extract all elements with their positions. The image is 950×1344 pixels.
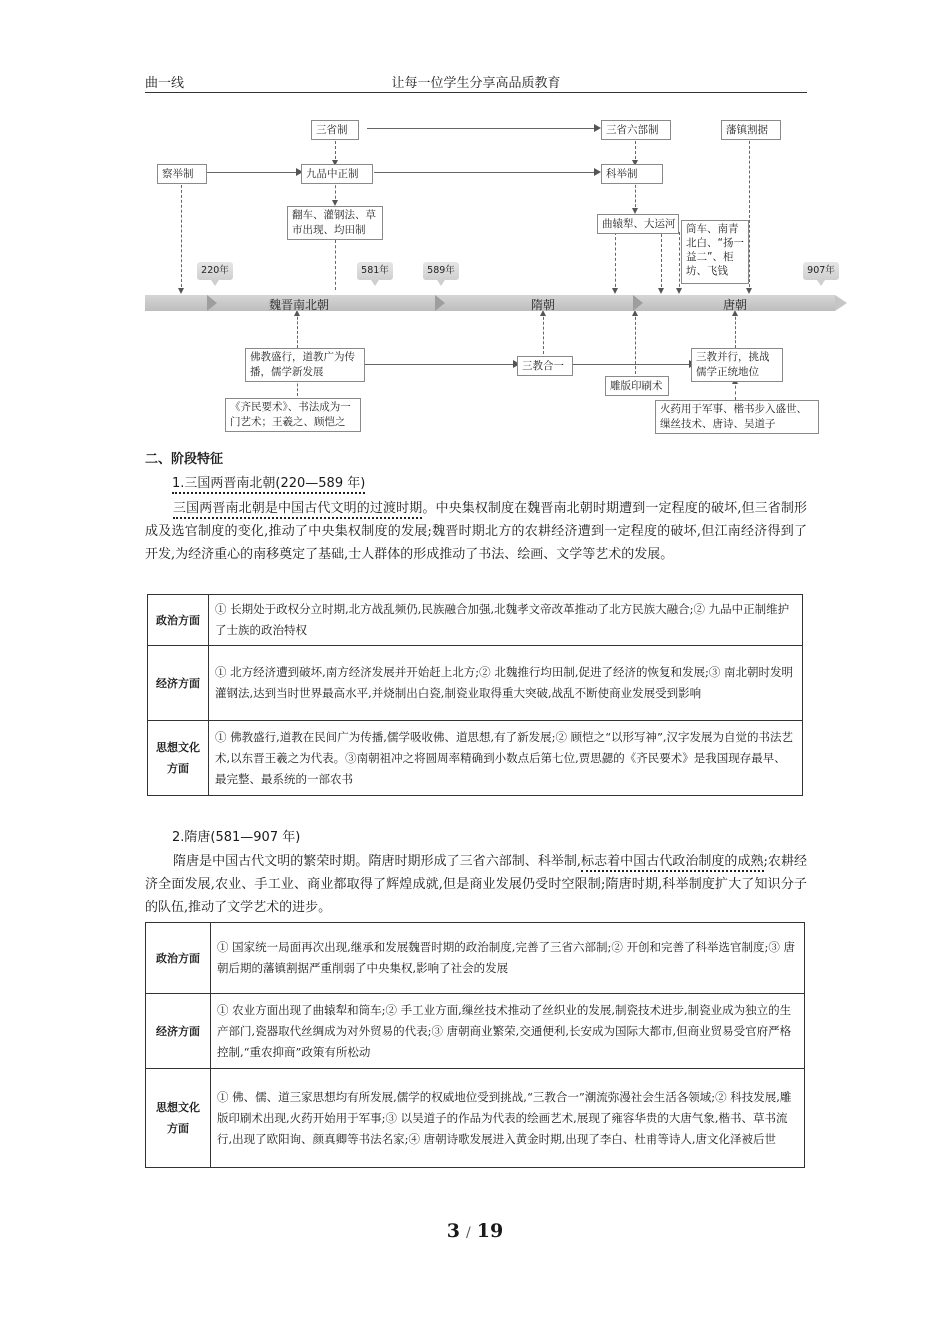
era-divider-2 <box>435 295 445 311</box>
row-value: ① 国家统一局面再次出现,继承和发展魏晋时期的政治制度,完善了三省六部制;② 开创和完善了科举选官制度;③ 唐朝后期的藩镇割据严重削弱了中央集权,影响了社会的发展 <box>211 923 805 994</box>
table-row <box>148 595 803 646</box>
year-581: 581年 <box>357 262 393 280</box>
timeline-diagram <box>145 112 845 438</box>
part1-table <box>147 594 803 796</box>
row-key: 思想文化方面 <box>146 1069 211 1168</box>
header-center: 让每一位学生分享高品质教育 <box>391 76 561 91</box>
table-row <box>146 923 805 994</box>
row-key: 政治方面 <box>148 595 209 646</box>
header-left: 曲一线 <box>145 76 185 91</box>
box-qimin: 《齐民要术》、书法成为一门艺术；王羲之、顾恺之 <box>225 398 361 432</box>
box-fojiao: 佛教盛行，道教广为传播，儒学新发展 <box>245 348 365 382</box>
row-value: ① 长期处于政权分立时期,北方战乱频仍,民族融合加强,北魏孝文帝改革推动了北方民族大融合;② 九品中正制维护了士族的政治特权 <box>209 595 803 646</box>
box-tongche: 筒车、南青北白、“扬一益二”、柜坊、飞钱 <box>681 220 749 284</box>
era-divider-3 <box>633 295 643 311</box>
part2-title: 2.隋唐(581—907 年) <box>172 830 301 845</box>
era-weijin: 魏晋南北朝 <box>269 298 330 312</box>
table-row <box>148 646 803 721</box>
row-key: 经济方面 <box>146 994 211 1069</box>
box-chajuzhi: 察举制 <box>157 164 207 184</box>
row-value: ① 北方经济遭到破坏,南方经济发展并开始赶上北方;② 北魏推行均田制,促进了经济的恢复和发展;③ 南北朝时发明灌钢法,达到当时世界最高水平,并烧制出白瓷,制瓷业取得重大突破,战乱不断使商业发展受到影响 <box>209 646 803 721</box>
row-value: ① 佛教盛行,道教在民间广为传播,儒学吸收佛、道思想,有了新发展;② 顾恺之“以形写神”,汉字发展为自觉的书法艺术,以东晋王羲之为代表。③南朝祖冲之将圆周率精确到小数点后第七位,贾思勰的《齐民要术》是我国现存最早、最完整、最系统的一部农书 <box>209 721 803 796</box>
box-sansheng: 三省制 <box>311 120 359 140</box>
page-number: 3 / 19 <box>446 1220 504 1242</box>
era-tang: 唐朝 <box>723 298 748 312</box>
era-sui: 隋朝 <box>531 298 556 312</box>
table-row <box>148 721 803 796</box>
box-fanche: 翻车、灌钢法、草市出现、均田制 <box>287 206 383 240</box>
row-key: 思想文化方面 <box>148 721 209 796</box>
part2-para-a: 隋唐是中国古代文明的繁荣时期。隋唐时期形成了三省六部制、科举制, <box>173 854 582 869</box>
box-diaoban: 雕版印刷术 <box>605 376 669 396</box>
section-title: 二、阶段特征 <box>145 452 224 467</box>
box-sanjiaobingxing: 三教并行，挑战儒学正统地位 <box>691 348 783 382</box>
part2-paragraph <box>145 850 807 919</box>
row-value: ① 农业方面出现了曲辕犁和筒车;② 手工业方面,缫丝技术推动了丝织业的发展,制瓷技术进步,制瓷业成为独立的生产部门,瓷器取代丝绸成为对外贸易的代表;③ 唐朝商业繁荣,交通便利,长安成为国际大都市,但商业贸易受官府严格控制,“重农抑商”政策有所松动 <box>211 994 805 1069</box>
table-row <box>146 994 805 1069</box>
part1-paragraph <box>145 497 807 566</box>
box-quyuan: 曲辕犁、大运河 <box>597 214 679 234</box>
row-value: ① 佛、儒、道三家思想均有所发展,儒学的权威地位受到挑战,“三教合一”潮流弥漫社会生活各领域;② 科技发展,雕版印刷术出现,火药开始用于军事;③ 以吴道子的作品为代表的绘画艺术,展现了雍容华贵的大唐气象,楷书、草书流行,出现了欧阳询、颜真卿等书法名家;④ 唐朝诗歌发展进入黄金时期,出现了李白、杜甫等诗人,唐文化泽被后世 <box>211 1069 805 1168</box>
part2-table <box>145 922 805 1168</box>
timeline-bar-tip <box>835 295 847 311</box>
era-divider-1 <box>207 295 217 311</box>
year-907: 907年 <box>803 262 839 280</box>
part1-para-key: 三国两晋南北朝是中国古代文明的过渡时期 <box>173 501 422 519</box>
part1-para-rest: 。中央集权制度在魏晋南北朝时期遭到一定程度的破坏,但三省制形成及选官制度的变化,推动了中央集权制度的发展;魏晋时期北方的农耕经济遭到一定程度的破坏,但江南经济得到了开发,为经济重心的南移奠定了基础,士人群体的形成推动了书法、绘画、文学等艺术的发展。 <box>145 501 807 562</box>
box-keju: 科举制 <box>601 164 663 184</box>
page-header <box>145 70 807 93</box>
table-row <box>146 1069 805 1168</box>
box-fanzhen: 藩镇割据 <box>721 120 781 140</box>
box-jiupin: 九品中正制 <box>301 164 373 184</box>
year-589: 589年 <box>423 262 459 280</box>
part1-title-text: 1.三国两晋南北朝(220—589 年) <box>172 476 365 494</box>
year-220: 220年 <box>197 262 233 280</box>
box-huoyao: 火药用于军事、楷书步入盛世、缫丝技术、唐诗、吴道子 <box>655 400 819 434</box>
box-sanjiaoheyi: 三教合一 <box>517 356 573 376</box>
part2-para-key: 标志着中国古代政治制度的成熟 <box>581 854 763 872</box>
part2-para-c: ;农耕经济全面发展,农业、手工业、商业都取得了辉煌成就,但是商业发展仍受时空限制;隋唐时期,科举制度扩大了知识分子的队伍,推动了文学艺术的进步。 <box>145 854 807 915</box>
part1-title <box>172 472 365 491</box>
row-key: 政治方面 <box>146 923 211 994</box>
row-key: 经济方面 <box>148 646 209 721</box>
box-sansheng-liubu: 三省六部制 <box>601 120 671 140</box>
page-total: 19 <box>476 1220 504 1242</box>
page-current: 3 <box>446 1220 461 1242</box>
